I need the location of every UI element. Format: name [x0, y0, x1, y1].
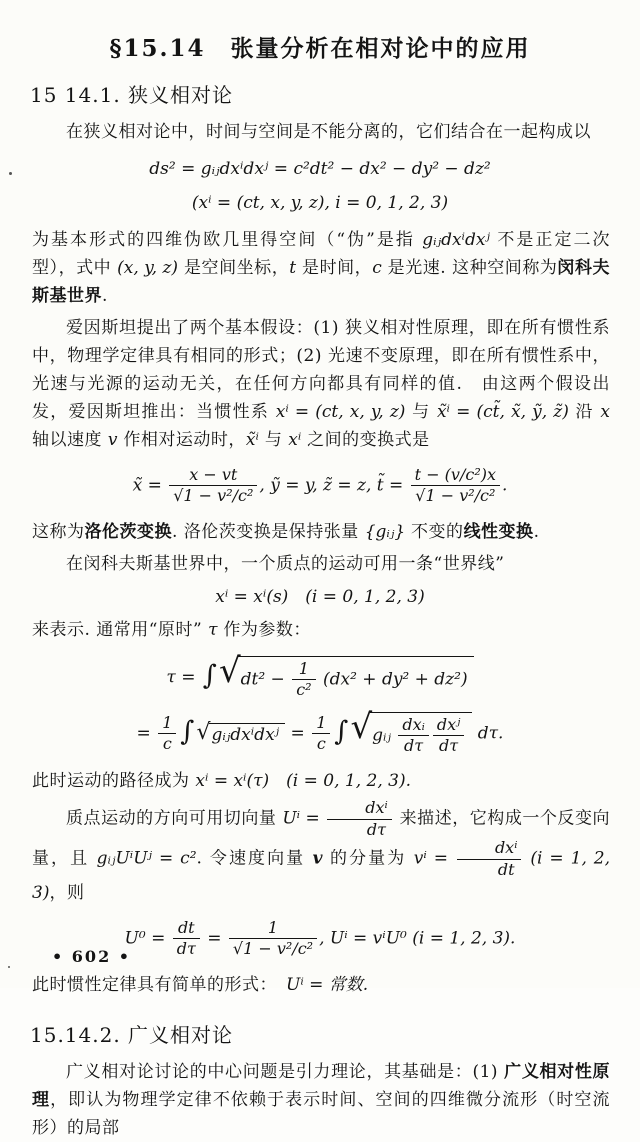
formula-proper-time-integral-2 — [0, 706, 640, 756]
math-run: x — [600, 402, 611, 422]
text-run: 为基本形式的四维伪欧几里得空间（“伪”是指 — [32, 230, 423, 250]
text-run: 来描述，它构成一个反变向量，且 — [32, 808, 611, 869]
fraction-denominator: c — [312, 733, 330, 753]
radicand — [238, 656, 474, 700]
text-run: 来表示. 通常用“原时” — [32, 619, 209, 640]
scan-speckle — [8, 966, 10, 968]
math-run: τ — [208, 619, 218, 640]
radical-expression: √1 − v²/c² — [415, 486, 496, 506]
text-run: 此时惯性定律具有简单的形式： — [32, 974, 286, 995]
fraction-numerator: dt — [177, 917, 195, 937]
bold-term-general-relativity-principle: 广义相对性原理 — [32, 1061, 611, 1110]
integral-sign: ∫ — [180, 715, 195, 747]
page-title: §15.14 张量分析在相对论中的应用 — [109, 35, 531, 62]
text-run: 不是正定二次型），式中 — [32, 230, 610, 278]
bold-term-linear-transform: 线性变换 — [463, 521, 534, 542]
paragraph-einstein-postulates — [32, 314, 610, 454]
fraction-denominator: dτ — [327, 819, 391, 839]
fraction-denominator — [229, 938, 317, 958]
math-run: . — [502, 475, 508, 496]
paragraph-intro — [32, 118, 610, 146]
radical — [350, 706, 472, 756]
bold-term-lorentz-transform: 洛伦茨变换 — [84, 521, 172, 542]
math-run: U⁰ = — [124, 928, 171, 949]
math-run: dt² − — [240, 669, 291, 690]
math-run: xⁱ = (ct, x, y, z) — [275, 402, 406, 422]
bold-term-minkowski-world: 闵科夫斯基世界 — [32, 258, 611, 306]
text-run: 与 — [405, 402, 437, 422]
fraction-numerator: dxᵢ — [402, 714, 425, 734]
math-run: t — [289, 258, 297, 278]
text-run: 是光速. 这种空间称为 — [381, 258, 558, 278]
math-run: vⁱ = — [413, 848, 455, 869]
paragraph-lorentz-transform — [32, 518, 610, 546]
fraction-denominator — [169, 485, 257, 505]
math-run: , Uⁱ = vⁱU⁰ (i = 1, 2, 3). — [319, 928, 516, 949]
paragraph-proper-time — [32, 616, 610, 644]
math-run: (xⁱ = (ct, x, y, z), i = 0, 1, 2, 3) — [191, 193, 449, 213]
text-run: . 令速度向量 — [196, 848, 313, 869]
paragraph-path — [32, 767, 610, 795]
math-run: x̃ⁱ — [245, 430, 259, 450]
paragraph-world-line — [32, 550, 610, 578]
scan-speckle — [9, 172, 12, 175]
fraction — [457, 839, 521, 879]
text-run: 作相对运动时， — [117, 430, 246, 450]
math-run: xⁱ — [288, 430, 302, 450]
fraction — [158, 714, 176, 754]
fraction-denominator — [411, 485, 500, 505]
page-number: • 602 • — [52, 947, 131, 966]
fraction — [169, 466, 257, 506]
fraction — [229, 919, 317, 959]
integral-sign: ∫ — [202, 660, 217, 692]
text-run: 此时运动的路径成为 — [32, 771, 196, 792]
math-run: gᵢⱼUⁱUʲ = c² — [96, 848, 197, 869]
radicand — [369, 712, 472, 756]
fraction-denominator: dτ — [433, 735, 465, 755]
math-run: (i = 1, 2, 3) — [32, 848, 611, 903]
integral-sign: ∫ — [334, 715, 349, 747]
text-run: 在狭义相对论中，时间与空间是不能分离的，它们结合在一起构成以 — [66, 122, 591, 142]
fraction-numerator: x − vt — [189, 465, 238, 484]
fraction-numerator: 1 — [316, 712, 327, 732]
math-run: gᵢⱼ — [372, 724, 397, 745]
math-run: τ = — [166, 667, 201, 688]
text-run: . — [102, 286, 108, 306]
section-heading-special-relativity: 15 14.1. 狭义相对论 — [30, 83, 234, 107]
paragraph-general-relativity — [32, 1058, 610, 1142]
text-run: 是时间， — [296, 258, 373, 278]
math-run: c — [372, 258, 382, 278]
formula-proper-time-integral-1 — [0, 650, 640, 700]
fraction-numerator: dxʲ — [436, 714, 461, 734]
math-run: , ỹ = y, z̃ = z, t̃ = — [259, 475, 409, 496]
text-run: 沿 — [568, 402, 601, 422]
radical-expression: √1 − v²/c² — [232, 939, 314, 959]
fraction — [173, 919, 200, 959]
text-run: ，则 — [49, 882, 85, 903]
radical — [218, 650, 474, 700]
text-run: 爱因斯坦提出了两个基本假设：(1) 狭义相对性原理，即在所有惯性系中，物理学定律具有相同的形式；(2) 光速不变原理，即在所有惯性系中，光速与光源的运动无关，在任何方向都具有同样的值. 由这两个假设出发，爱因斯坦推出：当惯性系 — [32, 318, 610, 422]
math-run: x̃ⁱ = (ct̃, x̃, ỹ, z̃) — [436, 402, 569, 422]
formula-lorentz-transformation — [0, 466, 640, 506]
paragraph-inertia-law — [32, 971, 610, 999]
math-run: Uⁱ = — [282, 808, 326, 829]
fraction-denominator: dτ — [398, 735, 428, 755]
math-run: gᵢⱼdxⁱdxʲ — [422, 230, 490, 250]
formula-metric-line1 — [0, 154, 640, 184]
radicand: gᵢⱼdxⁱdxʲ — [209, 723, 286, 744]
fraction-numerator: dxⁱ — [494, 838, 518, 858]
math-run: ds² = gᵢⱼdxⁱdxʲ = c²dt² − dx² − dy² − dz² — [149, 159, 491, 179]
fraction-denominator: dτ — [173, 938, 200, 958]
text-run: 作为参数： — [217, 619, 311, 640]
math-run: {gᵢⱼ} — [364, 521, 406, 542]
paragraph-tangent-vector — [32, 799, 610, 907]
text-run: 这称为 — [32, 521, 85, 542]
text-run: 质点运动的方向可用切向量 — [66, 808, 283, 829]
fraction — [292, 660, 315, 700]
radical-sign: √ — [218, 650, 241, 691]
text-run: . — [533, 521, 540, 542]
radical-sign: √ — [196, 719, 211, 745]
fraction-numerator: 1 — [162, 712, 173, 732]
math-run: x̃ = — [132, 475, 168, 496]
text-run: 的分量为 — [322, 848, 414, 869]
text-run: 不变的 — [405, 521, 464, 542]
section-heading-general-relativity: 15.14.2. 广义相对论 — [30, 1022, 234, 1047]
math-run: = — [285, 722, 311, 743]
fraction — [327, 799, 391, 839]
math-run: v — [107, 430, 118, 450]
radical-sign: √ — [350, 706, 373, 747]
text-run: ，即认为物理学定律不依赖于表示时间、空间的四维微分流形（时空流形）的局部 — [32, 1089, 611, 1138]
math-run: dτ. — [472, 722, 504, 743]
bold-math-run: v — [312, 848, 323, 869]
fraction — [433, 716, 465, 756]
fraction-numerator: t − (v/c²)x — [414, 465, 496, 484]
math-run: = — [136, 722, 157, 743]
math-run: = — [201, 928, 227, 949]
math-run: (x, y, z) — [117, 258, 179, 278]
fraction-numerator: 1 — [298, 658, 309, 678]
formula-metric — [0, 154, 640, 218]
text-run: 与 — [258, 430, 289, 450]
fraction-denominator: dt — [457, 859, 521, 879]
radical — [196, 719, 285, 745]
fraction-denominator: c — [158, 733, 176, 753]
formula-world-line — [0, 582, 640, 612]
math-run: xⁱ = xⁱ(s) (i = 0, 1, 2, 3) — [215, 586, 425, 607]
math-run: xⁱ = xⁱ(τ) (i = 0, 1, 2, 3). — [195, 771, 411, 792]
fraction-numerator: 1 — [267, 917, 279, 937]
formula-metric-line2 — [0, 188, 640, 218]
fraction — [398, 716, 428, 756]
text-run: 广义相对论讨论的中心问题是引力理论，其基础是：(1) — [66, 1061, 505, 1082]
radical-expression: √1 − v²/c² — [173, 486, 254, 506]
fraction-numerator: dxⁱ — [365, 798, 388, 818]
text-run: . 洛伦茨变换是保持张量 — [172, 521, 365, 542]
paragraph-pseudo-euclidean — [32, 226, 610, 310]
math-run: Uⁱ = 常数. — [286, 974, 369, 995]
math-run: (dx² + dy² + dz²) — [317, 669, 468, 690]
text-run: 是空间坐标， — [178, 258, 290, 278]
text-run: 之间的变换式是 — [301, 430, 430, 450]
fraction — [411, 466, 500, 506]
text-run: 轴以速度 — [32, 430, 108, 450]
fraction-denominator: c² — [292, 679, 315, 699]
fraction — [312, 714, 330, 754]
text-run: 在闵科夫斯基世界中，一个质点的运动可用一条“世界线” — [66, 553, 505, 574]
